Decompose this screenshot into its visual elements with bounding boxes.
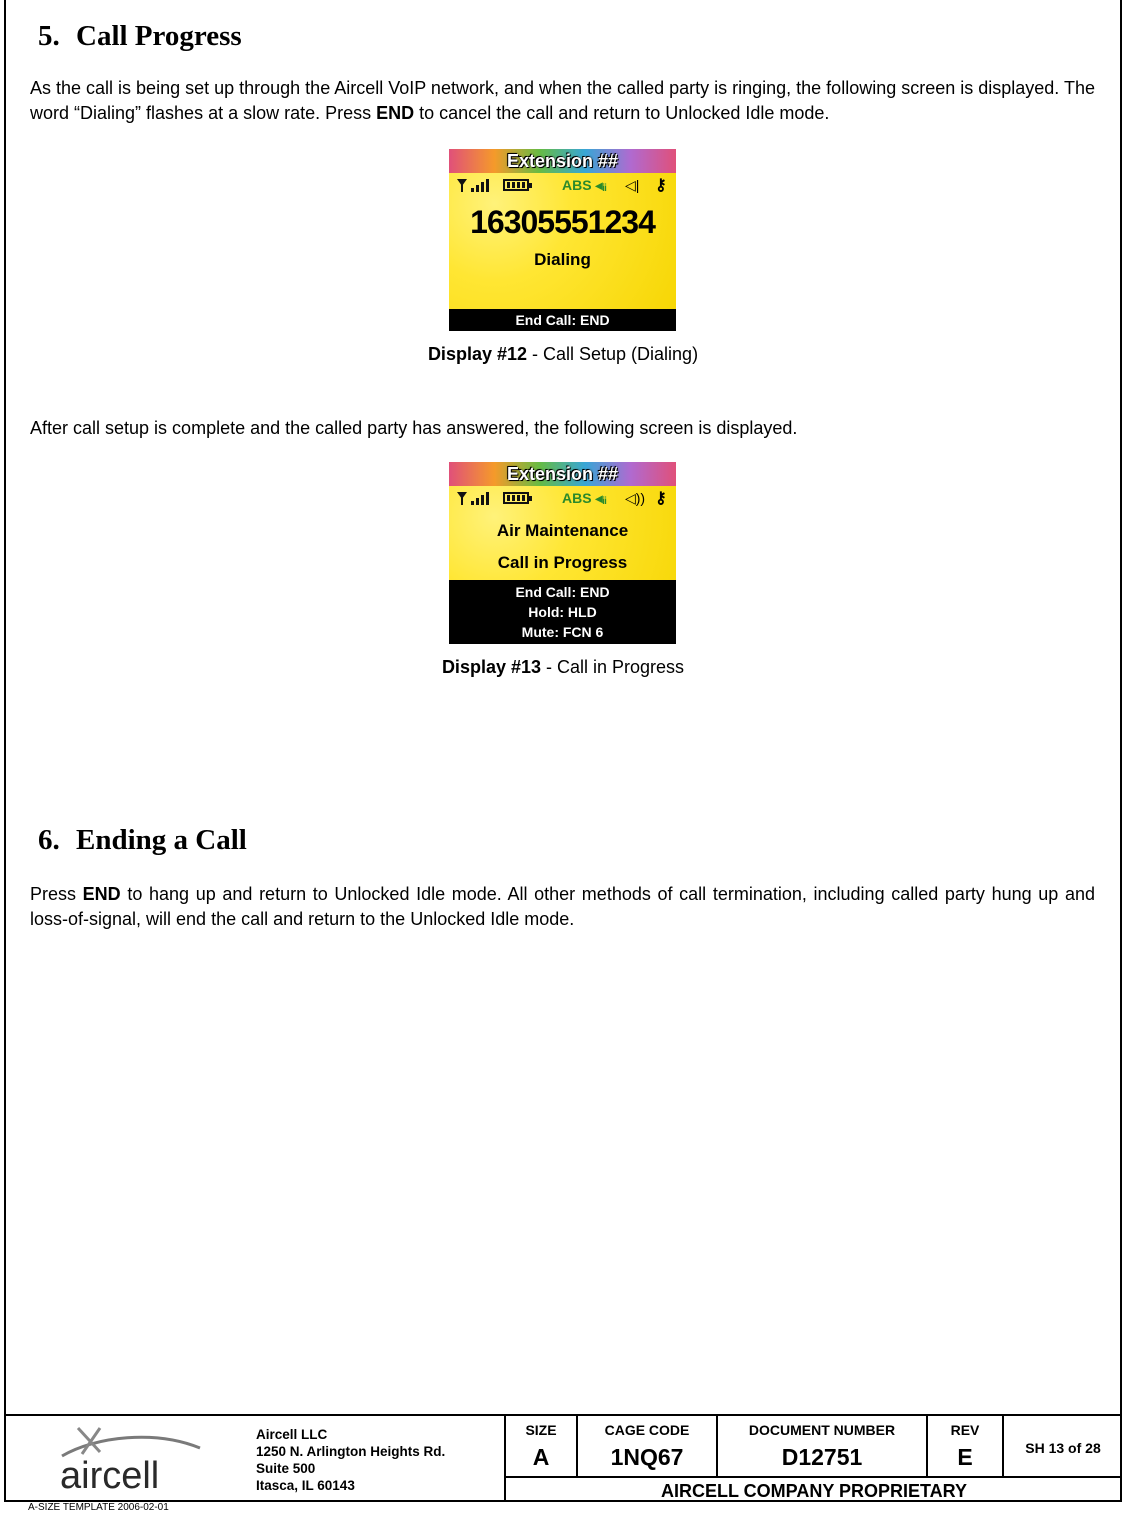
signal-icon [457, 491, 491, 505]
display-12-screen [449, 149, 676, 331]
section-6-heading [38, 824, 247, 857]
para1-text-a: As the call is being set up through the Aircell VoIP network, and when the called party is ringing, the following screen is displayed. The word “Dialing” flashes at a slow rate. Press [30, 78, 1095, 123]
end-call-softkey: End Call: END [515, 584, 610, 600]
end-call-softkey: End Call: END [449, 309, 676, 331]
svg-text:aircell: aircell [60, 1455, 160, 1496]
screen-header: Extension ## [449, 462, 676, 486]
title-block [4, 1414, 1122, 1502]
status-bar [449, 486, 676, 512]
speaker-icon: ◁| [625, 177, 640, 193]
section-6-number: 6. [38, 824, 60, 856]
status-bar [449, 173, 676, 199]
end-key-label: END [376, 103, 415, 123]
proprietary-notice: AIRCELL COMPANY PROPRIETARY [504, 1476, 1122, 1502]
abs-indicator: ABS ◂ᵢᵢ [562, 177, 607, 193]
end-key-label: END [82, 884, 121, 904]
signal-icon [457, 178, 491, 192]
key-icon: ⚷ [655, 177, 667, 194]
template-label: A-SIZE TEMPLATE 2006-02-01 [28, 1502, 169, 1513]
caption-display-13: Display #13 - Call in Progress [441, 657, 685, 677]
display-13-screen [449, 462, 676, 644]
document-number-cell: DOCUMENT NUMBER D12751 [716, 1416, 926, 1476]
screen-header: Extension ## [449, 149, 676, 173]
size-cell: SIZE A [504, 1416, 576, 1476]
rev-cell: REV E [926, 1416, 1002, 1476]
para1-text-b: to cancel the call and return to Unlocked Idle mode. [414, 103, 830, 123]
battery-icon [503, 492, 529, 504]
section-5-paragraph-1 [30, 76, 1095, 126]
section-5-heading [38, 20, 242, 53]
key-icon: ⚷ [655, 490, 667, 507]
company-address: Aircell LLC 1250 N. Arlington Heights Rd. Suite 500 Itasca, IL 60143 [256, 1427, 446, 1493]
cage-code-cell: CAGE CODE 1NQ67 [576, 1416, 716, 1476]
sheet-cell: SH 13 of 28 [1002, 1416, 1122, 1476]
call-status: Call in Progress [497, 553, 628, 572]
dialing-status: Dialing [534, 250, 591, 269]
mute-softkey: Mute: FCN 6 [521, 624, 604, 640]
caption-display-12: Display #12 - Call Setup (Dialing) [427, 344, 699, 364]
call-title: Air Maintenance [496, 521, 629, 540]
section-5-title: Call Progress [76, 20, 242, 52]
hold-softkey: Hold: HLD [528, 604, 597, 620]
abs-indicator: ABS ◂ᵢᵢ [562, 490, 607, 506]
section-5-number: 5. [38, 20, 60, 52]
section-5-paragraph-2: After call setup is complete and the called party has answered, the following screen is displayed. [30, 418, 798, 438]
section-6-paragraph: Press END to hang up and return to Unlocked Idle mode. All other methods of call termination, including called party hung up and loss-of-signal, will end the call and return to the Unlocked Idle mode. [30, 884, 1095, 929]
softkey-panel [449, 580, 676, 644]
section-6-title: Ending a Call [76, 824, 247, 856]
dialed-number: 16305551234 [470, 204, 655, 240]
speaker-icon: ◁)) [625, 490, 646, 506]
battery-icon [503, 179, 529, 191]
